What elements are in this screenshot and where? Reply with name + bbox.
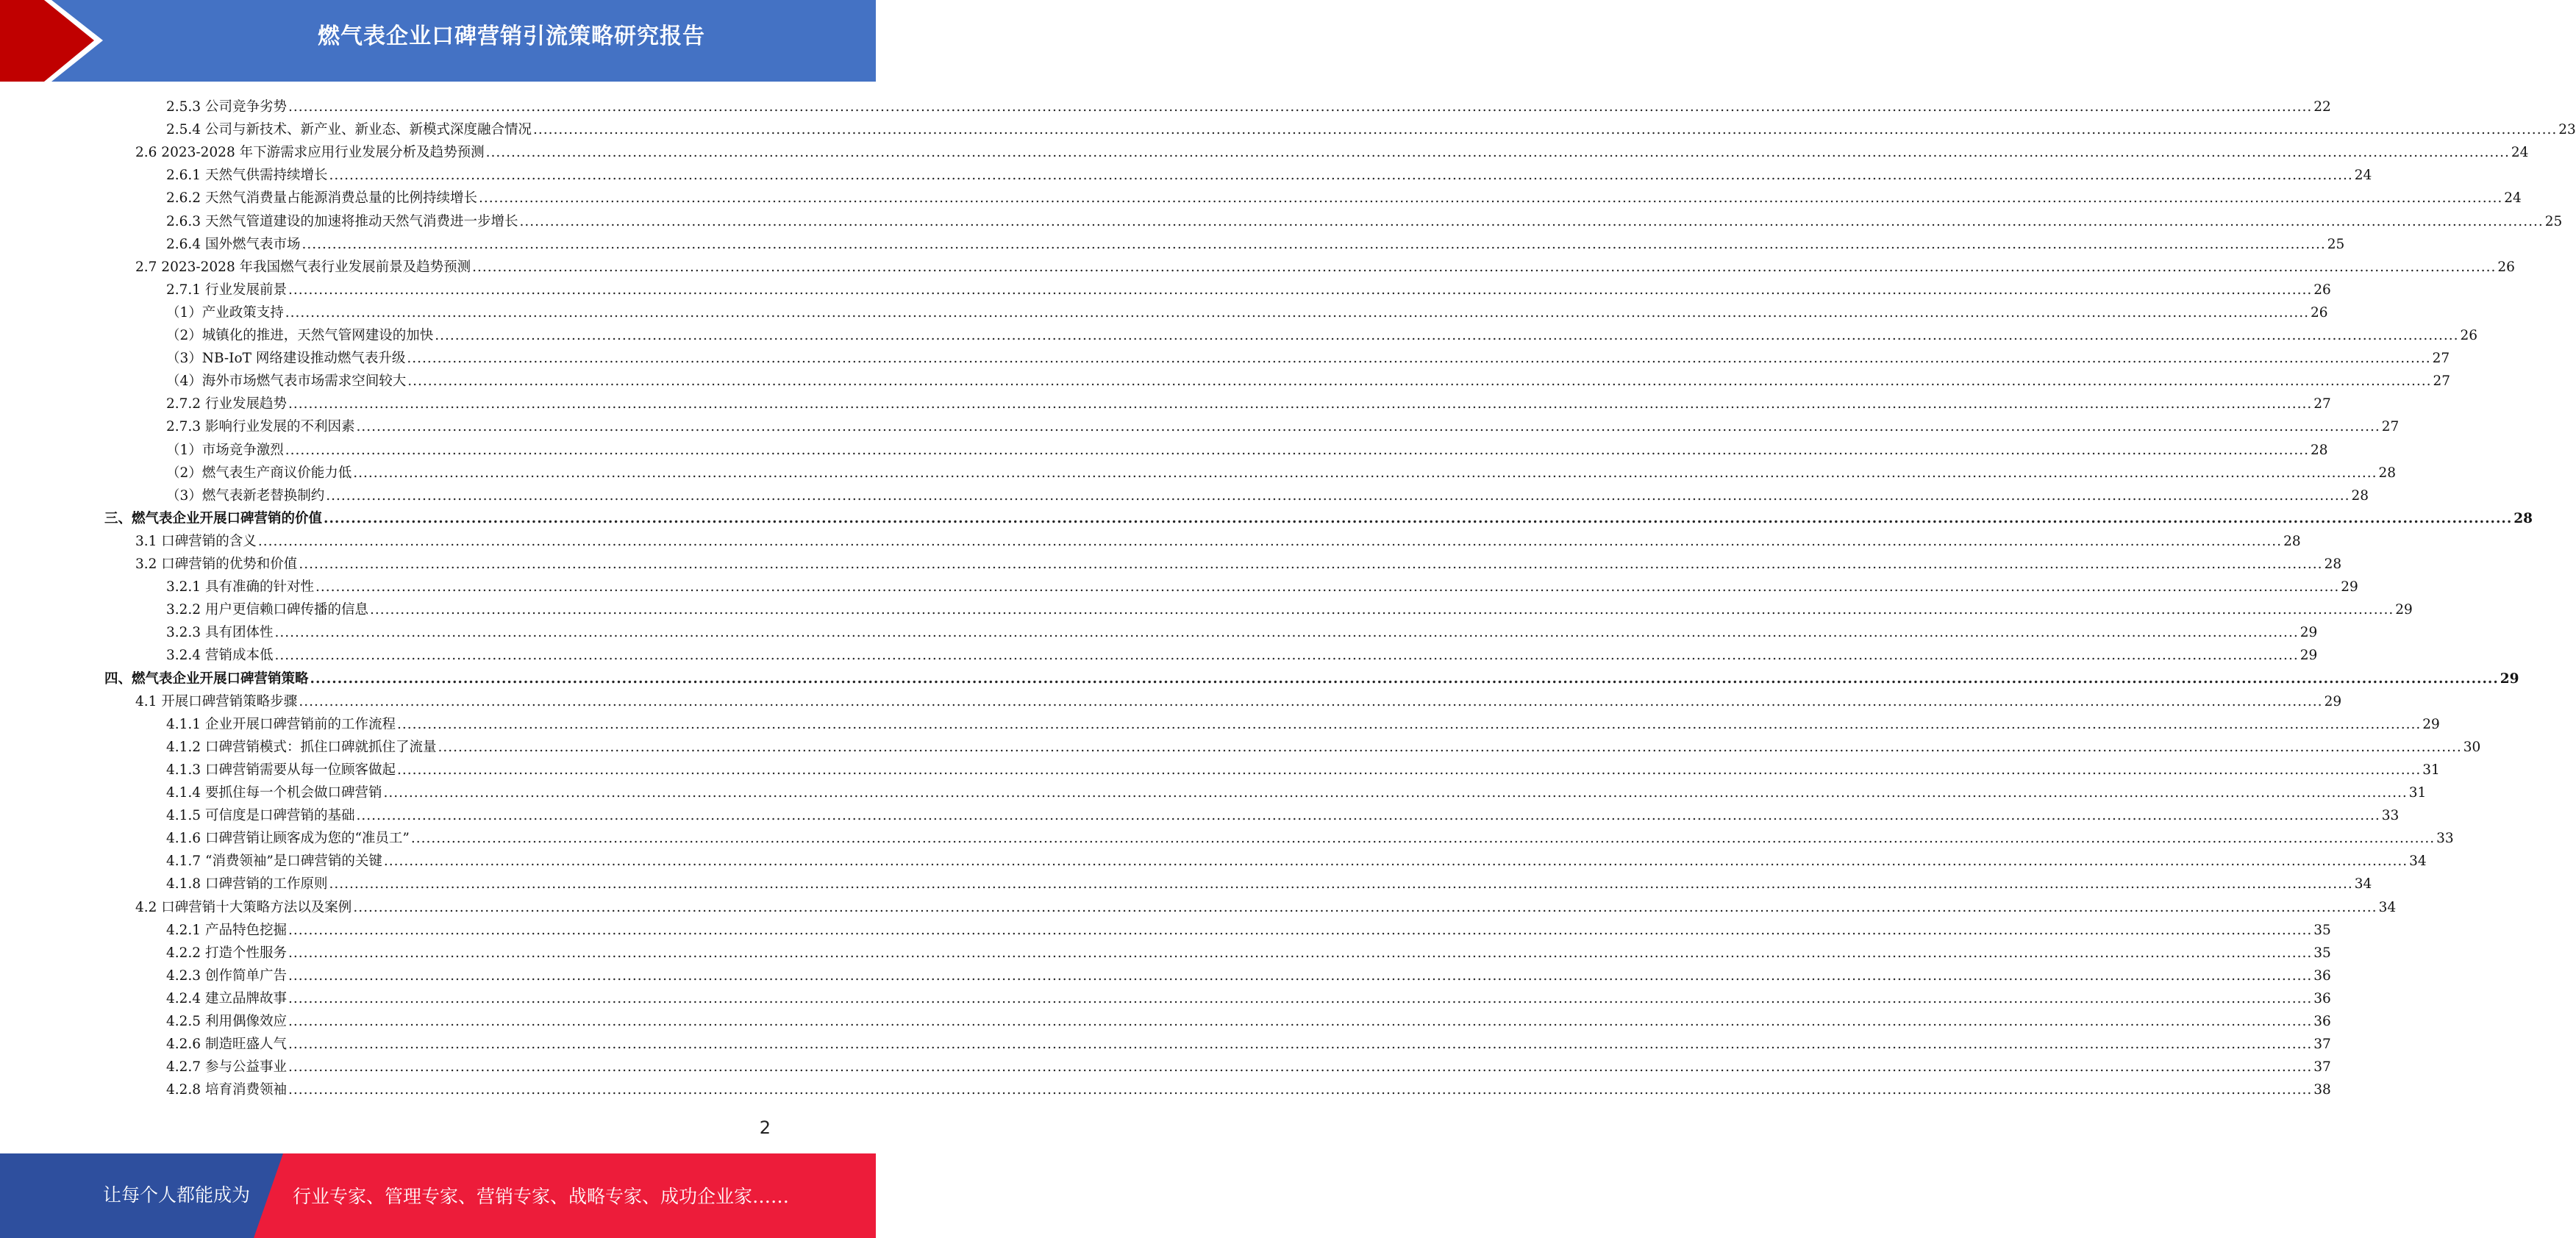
toc-entry[interactable] bbox=[104, 505, 2533, 528]
toc-entry-label: 4.1.4 要抓住每一个机会做口碑营销 bbox=[166, 785, 382, 801]
toc-entry-page: 29 bbox=[2341, 579, 2358, 595]
toc-entry-page: 26 bbox=[2313, 282, 2331, 298]
toc-dot-leader: ................................................................................................................................................................................................................................................................................................................................................................................................................ bbox=[472, 259, 2497, 275]
toc-entry[interactable] bbox=[166, 962, 2331, 985]
toc-entry-page: 29 bbox=[2324, 693, 2342, 709]
toc-entry[interactable] bbox=[166, 345, 2450, 368]
toc-entry-page: 23 bbox=[2558, 122, 2576, 138]
toc-entry-label: 3.2.2 用户更信赖口碑传播的信息 bbox=[166, 602, 368, 618]
toc-entry-page: 34 bbox=[2409, 854, 2427, 870]
toc-entry-page: 28 bbox=[2283, 533, 2301, 549]
toc-dot-leader: ................................................................................................................................................................................................................................................................................................................................................................................................................ bbox=[435, 328, 2459, 343]
toc-entry[interactable] bbox=[166, 208, 2563, 231]
toc-dot-leader: ................................................................................................................................................................................................................................................................................................................................................................................................................ bbox=[285, 304, 2310, 321]
toc-dot-leader: ................................................................................................................................................................................................................................................................................................................................................................................................................ bbox=[288, 1082, 2313, 1098]
toc-entry[interactable] bbox=[166, 1008, 2331, 1031]
toc-entry-label: 2.6.4 国外燃气表市场 bbox=[166, 236, 301, 252]
toc-entry-label: （2）燃气表生产商议价能力低 bbox=[166, 465, 352, 481]
toc-entry[interactable] bbox=[166, 390, 2331, 413]
toc-dot-leader: ................................................................................................................................................................................................................................................................................................................................................................................................................ bbox=[288, 1014, 2313, 1029]
report-title: 燃气表企业口碑营销引流策略研究报告 bbox=[318, 24, 705, 49]
toc-dot-leader: ................................................................................................................................................................................................................................................................................................................................................................................................................ bbox=[353, 899, 2377, 915]
toc-entry[interactable] bbox=[166, 573, 2358, 596]
toc-entry-label: 4.2.1 产品特色挖掘 bbox=[166, 922, 287, 938]
toc-entry-page: 29 bbox=[2395, 602, 2413, 618]
toc-entry-page: 25 bbox=[2544, 213, 2563, 229]
toc-entry[interactable] bbox=[166, 985, 2331, 1008]
toc-dot-leader: ................................................................................................................................................................................................................................................................................................................................................................................................................ bbox=[285, 442, 2310, 458]
toc-entry-label: 3.1 口碑营销的含义 bbox=[135, 533, 257, 549]
toc-entry[interactable] bbox=[166, 413, 2400, 436]
toc-entry-label: （1）市场竞争激烈 bbox=[166, 442, 284, 458]
toc-entry-label: 3.2.3 具有团体性 bbox=[166, 625, 274, 641]
toc-entry-label: 4.1.8 口碑营销的工作原则 bbox=[166, 876, 328, 892]
toc-dot-leader: ................................................................................................................................................................................................................................................................................................................................................................................................................ bbox=[288, 945, 2313, 961]
toc-entry[interactable] bbox=[166, 779, 2427, 802]
toc-entry[interactable] bbox=[135, 528, 2301, 551]
toc-entry-page: 37 bbox=[2313, 1059, 2331, 1076]
toc-entry-page: 27 bbox=[2381, 419, 2400, 435]
toc-entry-label: 四、燃气表企业开展口碑营销策略 bbox=[104, 670, 309, 687]
toc-entry-label: 4.2.3 创作简单广告 bbox=[166, 967, 287, 984]
toc-dot-leader: ................................................................................................................................................................................................................................................................................................................................................................................................................ bbox=[438, 739, 2462, 755]
toc-dot-leader: ................................................................................................................................................................................................................................................................................................................................................................................................................ bbox=[302, 236, 2326, 252]
toc-dot-leader: ................................................................................................................................................................................................................................................................................................................................................................................................................ bbox=[485, 145, 2510, 161]
toc-entry[interactable] bbox=[166, 848, 2427, 870]
toc-entry-label: 4.2.5 利用偶像效应 bbox=[166, 1014, 287, 1029]
toc-dot-leader: ................................................................................................................................................................................................................................................................................................................................................................................................................ bbox=[288, 990, 2313, 1006]
toc-entry[interactable] bbox=[166, 940, 2331, 962]
toc-entry[interactable] bbox=[104, 665, 2519, 688]
toc-entry-page: 34 bbox=[2354, 876, 2372, 892]
toc-entry[interactable] bbox=[166, 642, 2318, 665]
toc-entry-label: （2）城镇化的推进，天然气管网建设的加快 bbox=[166, 328, 434, 343]
page-footer bbox=[0, 1153, 876, 1238]
toc-entry-page: 33 bbox=[2436, 831, 2454, 847]
header-chevron-decoration bbox=[0, 0, 118, 82]
toc-entry-page: 27 bbox=[2433, 373, 2451, 390]
toc-entry-label: 4.2.8 培育消费领袖 bbox=[166, 1082, 287, 1098]
toc-entry-label: 2.7.1 行业发展前景 bbox=[166, 282, 287, 298]
toc-dot-leader: ................................................................................................................................................................................................................................................................................................................................................................................................................ bbox=[396, 716, 2422, 732]
toc-entry[interactable] bbox=[166, 185, 2522, 207]
toc-entry-page: 28 bbox=[2513, 510, 2533, 526]
toc-entry-page: 28 bbox=[2378, 465, 2397, 481]
toc-entry-page: 38 bbox=[2313, 1082, 2331, 1098]
toc-entry-page: 26 bbox=[2460, 328, 2478, 343]
toc-entry[interactable] bbox=[166, 802, 2400, 825]
toc-dot-leader: ................................................................................................................................................................................................................................................................................................................................................................................................................ bbox=[356, 419, 2380, 435]
toc-entry[interactable] bbox=[166, 368, 2451, 390]
toc-entry[interactable] bbox=[166, 482, 2369, 505]
toc-entry-label: 2.5.4 公司与新技术、新产业、新业态、新模式深度融合情况 bbox=[166, 122, 532, 138]
toc-dot-leader: ................................................................................................................................................................................................................................................................................................................................................................................................................ bbox=[407, 351, 2431, 367]
toc-dot-leader: ................................................................................................................................................................................................................................................................................................................................................................................................................ bbox=[288, 1037, 2313, 1053]
toc-dot-leader: ................................................................................................................................................................................................................................................................................................................................................................................................................ bbox=[383, 785, 2408, 801]
toc-entry-label: 三、燃气表企业开展口碑营销的价值 bbox=[104, 510, 323, 526]
toc-dot-leader: ................................................................................................................................................................................................................................................................................................................................................................................................................ bbox=[274, 648, 2299, 664]
toc-dot-leader: ................................................................................................................................................................................................................................................................................................................................................................................................................ bbox=[519, 213, 2544, 229]
toc-entry-label: 2.7.3 影响行业发展的不利因素 bbox=[166, 419, 355, 435]
toc-entry[interactable] bbox=[166, 162, 2372, 185]
toc-dot-leader: ................................................................................................................................................................................................................................................................................................................................................................................................................ bbox=[274, 625, 2299, 641]
toc-entry[interactable] bbox=[135, 254, 2515, 276]
toc-dot-leader: ................................................................................................................................................................................................................................................................................................................................................................................................................ bbox=[410, 831, 2436, 847]
toc-entry[interactable] bbox=[166, 1053, 2331, 1076]
toc-dot-leader: ................................................................................................................................................................................................................................................................................................................................................................................................................ bbox=[288, 396, 2313, 412]
toc-entry[interactable] bbox=[166, 619, 2318, 642]
toc-entry[interactable] bbox=[166, 116, 2576, 139]
toc-entry[interactable] bbox=[166, 459, 2397, 482]
toc-entry[interactable] bbox=[166, 734, 2481, 756]
toc-dot-leader: ................................................................................................................................................................................................................................................................................................................................................................................................................ bbox=[299, 693, 2323, 709]
toc-entry-page: 37 bbox=[2313, 1037, 2331, 1053]
toc-entry-page: 25 bbox=[2327, 236, 2345, 252]
toc-entry-label: （3）燃气表新老替换制约 bbox=[166, 487, 325, 504]
toc-entry-label: 4.2.4 建立品牌故事 bbox=[166, 990, 287, 1006]
toc-entry[interactable] bbox=[166, 1076, 2331, 1099]
toc-entry-page: 27 bbox=[2432, 351, 2450, 367]
toc-dot-leader: ................................................................................................................................................................................................................................................................................................................................................................................................................ bbox=[353, 465, 2377, 481]
toc-entry[interactable] bbox=[166, 756, 2440, 779]
toc-entry-page: 34 bbox=[2378, 899, 2397, 915]
toc-entry-label: 2.7 2023-2028 年我国燃气表行业发展前景及趋势预测 bbox=[135, 259, 471, 275]
toc-dot-leader: ................................................................................................................................................................................................................................................................................................................................................................................................................ bbox=[383, 854, 2408, 870]
toc-entry-page: 30 bbox=[2463, 739, 2481, 755]
toc-dot-leader: ................................................................................................................................................................................................................................................................................................................................................................................................................ bbox=[326, 487, 2350, 504]
toc-entry-page: 28 bbox=[2351, 487, 2369, 504]
toc-entry-page: 36 bbox=[2313, 967, 2331, 984]
toc-entry-page: 24 bbox=[2504, 190, 2522, 207]
toc-entry-label: （4）海外市场燃气表市场需求空间较大 bbox=[166, 373, 407, 390]
toc-entry-label: 2.5.3 公司竞争劣势 bbox=[166, 99, 287, 115]
toc-dot-leader: ................................................................................................................................................................................................................................................................................................................................................................................................................ bbox=[329, 168, 2353, 184]
toc-entry-page: 36 bbox=[2313, 1014, 2331, 1029]
toc-entry[interactable] bbox=[166, 870, 2372, 893]
toc-entry-label: 3.2.1 具有准确的针对性 bbox=[166, 579, 314, 595]
toc-entry-label: 4.1.2 口碑营销模式：抓住口碑就抓住了流量 bbox=[166, 739, 437, 755]
toc-entry-label: 2.6.3 天然气管道建设的加速将推动天然气消费进一步增长 bbox=[166, 213, 518, 229]
toc-entry-label: 2.6 2023-2028 年下游需求应用行业发展分析及趋势预测 bbox=[135, 145, 485, 161]
toc-dot-leader: ................................................................................................................................................................................................................................................................................................................................................................................................................ bbox=[288, 282, 2313, 298]
toc-entry-label: 4.1.6 口碑营销让顾客成为您的“准员工” bbox=[166, 831, 410, 847]
toc-dot-leader: ................................................................................................................................................................................................................................................................................................................................................................................................................ bbox=[407, 373, 2432, 390]
toc-dot-leader: ................................................................................................................................................................................................................................................................................................................................................................................................................ bbox=[324, 510, 2513, 526]
toc-entry[interactable] bbox=[135, 139, 2529, 162]
toc-entry-page: 35 bbox=[2313, 922, 2331, 938]
toc-entry[interactable] bbox=[166, 596, 2413, 619]
toc-dot-leader: ................................................................................................................................................................................................................................................................................................................................................................................................................ bbox=[532, 122, 2558, 138]
toc-dot-leader: ................................................................................................................................................................................................................................................................................................................................................................................................................ bbox=[288, 99, 2313, 115]
toc-dot-leader: ................................................................................................................................................................................................................................................................................................................................................................................................................ bbox=[329, 876, 2353, 892]
toc-dot-leader: ................................................................................................................................................................................................................................................................................................................................................................................................................ bbox=[288, 967, 2313, 984]
toc-dot-leader: ................................................................................................................................................................................................................................................................................................................................................................................................................ bbox=[288, 1059, 2313, 1076]
toc-dot-leader: ................................................................................................................................................................................................................................................................................................................................................................................................................ bbox=[315, 579, 2340, 595]
toc-entry-label: 3.2.4 营销成本低 bbox=[166, 648, 274, 664]
toc-entry-label: 4.1.7 “消费领袖”是口碑营销的关键 bbox=[166, 854, 382, 870]
toc-dot-leader: ................................................................................................................................................................................................................................................................................................................................................................................................................ bbox=[257, 533, 2283, 549]
toc-entry-page: 33 bbox=[2381, 808, 2400, 824]
toc-entry-label: （1）产业政策支持 bbox=[166, 304, 284, 321]
toc-entry-page: 36 bbox=[2313, 990, 2331, 1006]
toc-entry[interactable] bbox=[166, 437, 2328, 459]
toc-entry-page: 29 bbox=[2422, 716, 2440, 732]
page-number: 2 bbox=[759, 1117, 771, 1138]
toc-entry[interactable] bbox=[135, 688, 2342, 711]
toc-entry-label: 4.1.5 可信度是口碑营销的基础 bbox=[166, 808, 355, 824]
toc-entry-page: 28 bbox=[2311, 442, 2328, 458]
footer-slogan-left: 让每个人都能成为 bbox=[103, 1184, 251, 1206]
toc-entry-label: （3）NB-IoT 网络建设推动燃气表升级 bbox=[166, 351, 406, 367]
toc-entry[interactable] bbox=[135, 894, 2397, 917]
toc-dot-leader: ................................................................................................................................................................................................................................................................................................................................................................................................................ bbox=[369, 602, 2394, 618]
toc-entry-page: 26 bbox=[2497, 259, 2515, 275]
footer-slogan-right: 行业专家、管理专家、营销专家、战略专家、成功企业家…… bbox=[293, 1186, 790, 1207]
toc-entry[interactable] bbox=[166, 93, 2331, 116]
toc-dot-leader: ................................................................................................................................................................................................................................................................................................................................................................................................................ bbox=[299, 557, 2323, 572]
toc-dot-leader: ................................................................................................................................................................................................................................................................................................................................................................................................................ bbox=[288, 922, 2313, 938]
toc-entry-label: 3.2 口碑营销的优势和价值 bbox=[135, 557, 298, 572]
toc-entry-page: 22 bbox=[2313, 99, 2331, 115]
toc-entry-page: 24 bbox=[2511, 145, 2529, 161]
toc-entry-label: 4.2 口碑营销十大策略方法以及案例 bbox=[135, 899, 352, 915]
toc-entry-page: 24 bbox=[2354, 168, 2372, 184]
toc-entry-label: 4.1 开展口碑营销策略步骤 bbox=[135, 693, 298, 709]
toc-dot-leader: ................................................................................................................................................................................................................................................................................................................................................................................................................ bbox=[396, 762, 2422, 778]
toc-entry-page: 28 bbox=[2324, 557, 2342, 572]
toc-entry-page: 35 bbox=[2313, 945, 2331, 961]
toc-dot-leader: ................................................................................................................................................................................................................................................................................................................................................................................................................ bbox=[356, 808, 2380, 824]
toc-entry-label: 2.6.1 天然气供需持续增长 bbox=[166, 168, 328, 184]
toc-entry-page: 29 bbox=[2300, 648, 2318, 664]
toc-entry-label: 2.7.2 行业发展趋势 bbox=[166, 396, 287, 412]
toc-entry-label: 4.1.1 企业开展口碑营销前的工作流程 bbox=[166, 716, 396, 732]
toc-entry-page: 27 bbox=[2313, 396, 2331, 412]
toc-entry-label: 4.2.7 参与公益事业 bbox=[166, 1059, 287, 1076]
toc-entry[interactable] bbox=[166, 276, 2331, 299]
toc-entry[interactable] bbox=[135, 551, 2342, 573]
page-header bbox=[0, 0, 876, 82]
toc-entry-page: 31 bbox=[2422, 762, 2440, 778]
toc-dot-leader: ................................................................................................................................................................................................................................................................................................................................................................................................................ bbox=[478, 190, 2503, 207]
toc-entry[interactable] bbox=[166, 917, 2331, 940]
toc-entry-label: 4.1.3 口碑营销需要从每一位顾客做起 bbox=[166, 762, 396, 778]
toc-entry[interactable] bbox=[166, 299, 2328, 322]
toc-entry[interactable] bbox=[166, 1031, 2331, 1053]
toc-entry-label: 4.2.2 打造个性服务 bbox=[166, 945, 287, 961]
toc-dot-leader: ................................................................................................................................................................................................................................................................................................................................................................................................................ bbox=[310, 670, 2499, 687]
toc-entry-page: 29 bbox=[2300, 625, 2318, 641]
toc-entry[interactable] bbox=[166, 711, 2440, 734]
toc-entry-page: 31 bbox=[2408, 785, 2427, 801]
toc-entry-label: 4.2.6 制造旺盛人气 bbox=[166, 1037, 287, 1053]
toc-entry-label: 2.6.2 天然气消费量占能源消费总量的比例持续增长 bbox=[166, 190, 477, 207]
toc-entry[interactable] bbox=[166, 322, 2478, 345]
toc-entry[interactable] bbox=[166, 825, 2454, 848]
toc-entry-page: 26 bbox=[2311, 304, 2328, 321]
toc-entry-page: 29 bbox=[2500, 670, 2519, 687]
toc-entry[interactable] bbox=[166, 231, 2345, 254]
